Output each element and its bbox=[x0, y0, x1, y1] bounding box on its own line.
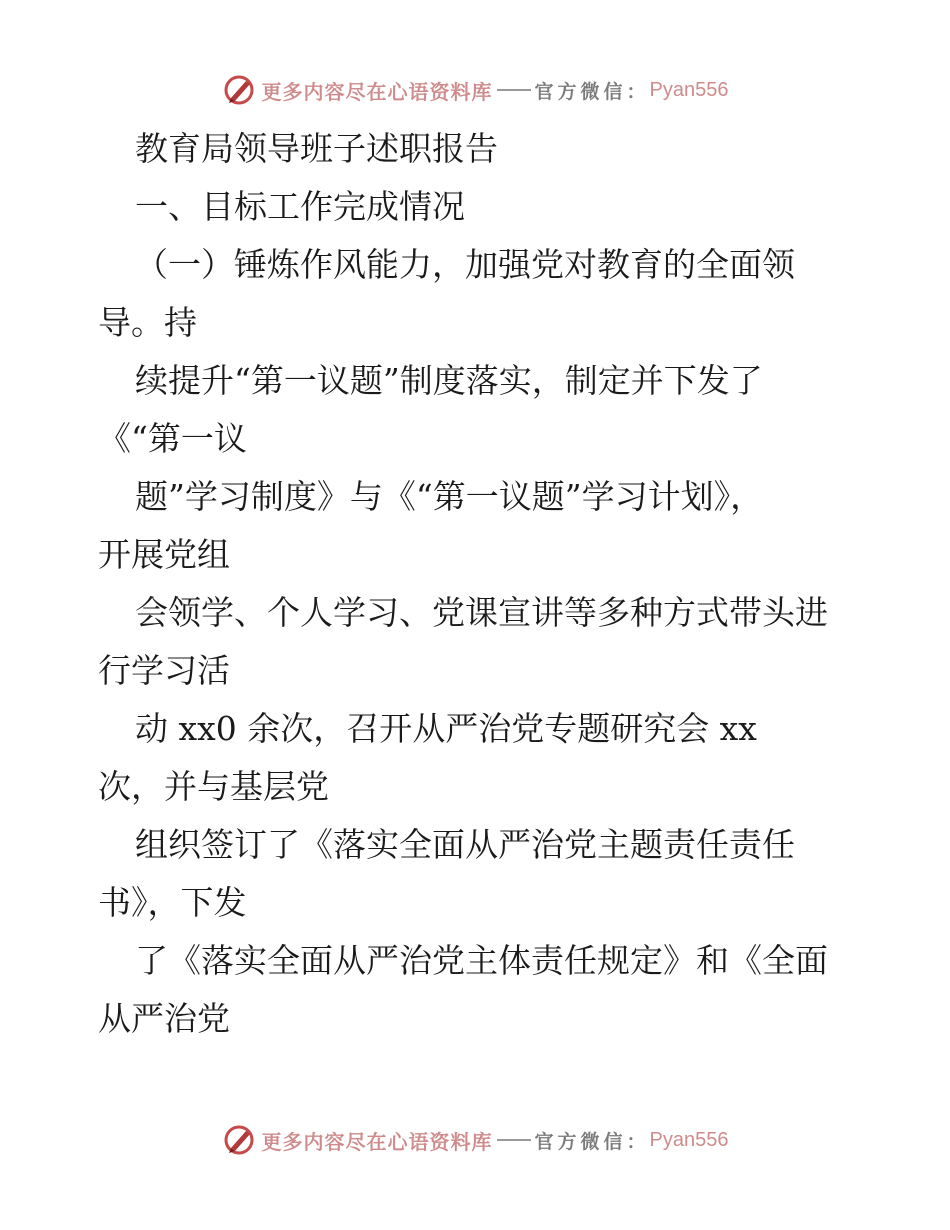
text-line: 书》，下发 bbox=[98, 883, 247, 922]
banner-wechat-id: Pyan556 bbox=[649, 78, 729, 101]
header-watermark-banner bbox=[0, 70, 950, 110]
text-line: 续提升“第一议题”制度落实，制定并下发了 bbox=[135, 361, 763, 400]
pen-circle-logo-icon bbox=[222, 73, 256, 107]
banner-main-text: 更多内容尽在心语资料库 bbox=[261, 1129, 493, 1154]
banner-wechat-label: 官方微信： bbox=[534, 80, 650, 103]
text-line: 行学习活 bbox=[98, 651, 230, 690]
banner-dash-divider bbox=[497, 1139, 531, 1141]
text-line: 了《落实全面从严治党主体责任规定》和《全面 bbox=[135, 941, 828, 980]
banner-wechat-id: Pyan556 bbox=[649, 1128, 729, 1151]
doc-title: 教育局领导班子述职报告 bbox=[135, 129, 498, 168]
footer-watermark-banner bbox=[0, 1120, 950, 1160]
banner-main-text: 更多内容尽在心语资料库 bbox=[261, 79, 493, 104]
text-line: 《“第一议 bbox=[98, 419, 247, 458]
text-line: 次，并与基层党 bbox=[98, 767, 329, 806]
text-line: 会领学、个人学习、党课宣讲等多种方式带头进 bbox=[135, 593, 828, 632]
banner-wechat-label: 官方微信： bbox=[534, 1130, 650, 1153]
section-heading: 一、目标工作完成情况 bbox=[135, 187, 465, 226]
banner-dash-divider bbox=[497, 89, 531, 91]
text-line: 导。持 bbox=[98, 303, 197, 342]
text-line: 动 xx0 余次，召开从严治党专题研究会 xx bbox=[135, 709, 757, 748]
text-line: 开展党组 bbox=[98, 535, 230, 574]
text-line: （一）锤炼作风能力，加强党对教育的全面领 bbox=[135, 245, 795, 284]
text-line: 从严治党 bbox=[98, 999, 230, 1038]
pen-circle-logo-icon bbox=[222, 1123, 256, 1157]
text-line: 组织签订了《落实全面从严治党主题责任责任 bbox=[135, 825, 795, 864]
text-line: 题”学习制度》与《“第一议题”学习计划》， bbox=[135, 477, 764, 516]
